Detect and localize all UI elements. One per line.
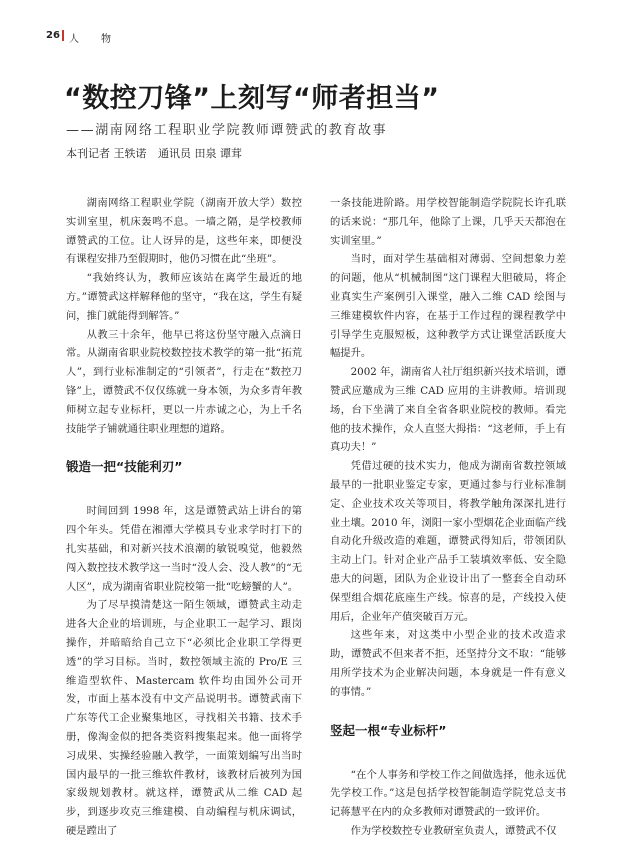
page-number: 26: [46, 30, 60, 41]
paragraph: 这些年来，对这类中小型企业的技术改造求助，谭赞武不但来者不拒，还坚持分文不取：“能够用所学技术为企业解决问题，本身就是一件有意义的事情。”: [330, 629, 566, 698]
paragraph: 2002 年，湖南省人社厅组织新兴技术培训，谭赞武应邀成为三维 CAD 应用的主讲教师。培训现场，台下坐满了来自全省各职业院校的教师。看完他的技术操作，众人直竖大拇指：“这老师，手上有真功夫！”: [330, 366, 566, 454]
paragraph: 凭借过硬的技术实力，他成为湖南省数控领域最早的一批职业鉴定专家，更通过参与行业标准制定、企业技术攻关等项目，将教学触角深深扎进行业土壤。2010 年，浏阳一家小型烟花企业面临产线自动化升级改造的难题，谭赞武得知后，带领团队主动上门。针对企业产品手工装填效率低、安全隐患大的问题，团队为企业设计出了一整套全自动环保型组合烟花底座生产线。惊喜的是，产线投入使用后，企业年产值突破百万元。: [330, 460, 566, 623]
section-heading: 锻造一把“技能利刃”: [66, 459, 183, 475]
header-accent-bar: [62, 30, 64, 41]
right-column: [330, 194, 566, 841]
article-byline: [66, 145, 546, 161]
paragraph: 作为学校数控专业教研室负责人，谭赞武不仅: [350, 824, 557, 837]
paragraph: “我始终认为，教师应该站在离学生最近的地方。”谭赞武这样解释他的坚守，“我在这，学生有疑问，推门就能得到解答。”: [66, 272, 302, 322]
article-subtitle: ——湖南网络工程职业学院教师谭赞武的教育故事: [66, 123, 388, 138]
paragraph: 时间回到 1998 年，这是谭赞武站上讲台的第四个年头。凭借在湘潭大学模具专业求学时打下的扎实基础，和对新兴技术浪潮的敏锐嗅觉，他毅然闯入数控技术教学这一当时“没人会、没人教”的“无人区”，成为湖南省职业院校第一批“吃螃蟹的人”。: [66, 505, 302, 593]
page-header: [46, 26, 576, 46]
byline-reporter: 本刊记者 王轶诺: [66, 147, 147, 160]
left-column: [66, 194, 302, 841]
section-heading: 竖起一根“专业标杆”: [330, 722, 447, 738]
paragraph: 湖南网络工程职业学院（湖南开放大学）数控实训室里，机床轰鸣不息。一墙之隔，是学校教师谭赞武的工位。让人讶异的是，这些年来，即便没有课程安排乃至假期时，他仍习惯在此“坐班”。: [66, 197, 302, 266]
byline-correspondents: 通讯员 田泉 谭茸: [158, 147, 242, 160]
paragraph: 从教三十余年，他早已将这份坚守融入点滴日常。从湖南省职业院校数控技术教学的第一批“拓荒人”，到行业标准制定的“引领者”，行走在“数控刀锋”上，谭赞武不仅仅练就一身本领，为众多青年教师树立起专业标杆，更以一片赤诚之心，为上千名技能学子铺就通往职业理想的道路。: [66, 328, 302, 435]
section-label: 人物: [69, 34, 133, 45]
article-title: “数控刀锋”上刻写“师者担当”: [64, 83, 440, 114]
paragraph-continued: 一条技能进阶路。用学校智能制造学院院长许孔联的话来说：“那几年，他除了上课，几乎天天都泡在实训室里。”: [330, 197, 566, 247]
paragraph: 为了尽早摸清楚这一陌生领域，谭赞武主动走进各大企业的培训班，与企业职工一起学习、跟岗操作，并暗暗给自己立下“必须比企业职工学得更透”的学习目标。当时，数控领域主流的 Pro/E 三维造型软件、Mastercam 软件均由国外公司开发，市面上基本没有中文产品说明书。谭赞武南下广东等代工企业聚集地区，寻找相关书籍、技术手册，像淘金似的把各类资料搜集起来。他一面将学习成果、实操经验融入教学，一面策划编写出当时国内最早的一批三维软件教材，该教材后被列为国家级规划教材。就这样，谭赞武从二维 CAD 起步，到逐步攻克三维建模、自动编程与机床调试，硬是蹚出了: [66, 599, 302, 837]
paragraph: 当时，面对学生基础相对薄弱、空间想象力差的问题，他从“机械制图”这门课程大胆破局，将企业真实生产案例引入课堂，融入二维 CAD 绘图与三维建模软件内容，在基于工作过程的课程教学中引导学生克服短板，这种教学方式让课堂活跃度大幅提升。: [330, 253, 566, 360]
paragraph: “在个人事务和学校工作之间做选择，他永远优先学校工作。”这是包括学校智能制造学院党总支书记蒋慧平在内的众多教师对谭赞武的一致评价。: [330, 768, 566, 819]
